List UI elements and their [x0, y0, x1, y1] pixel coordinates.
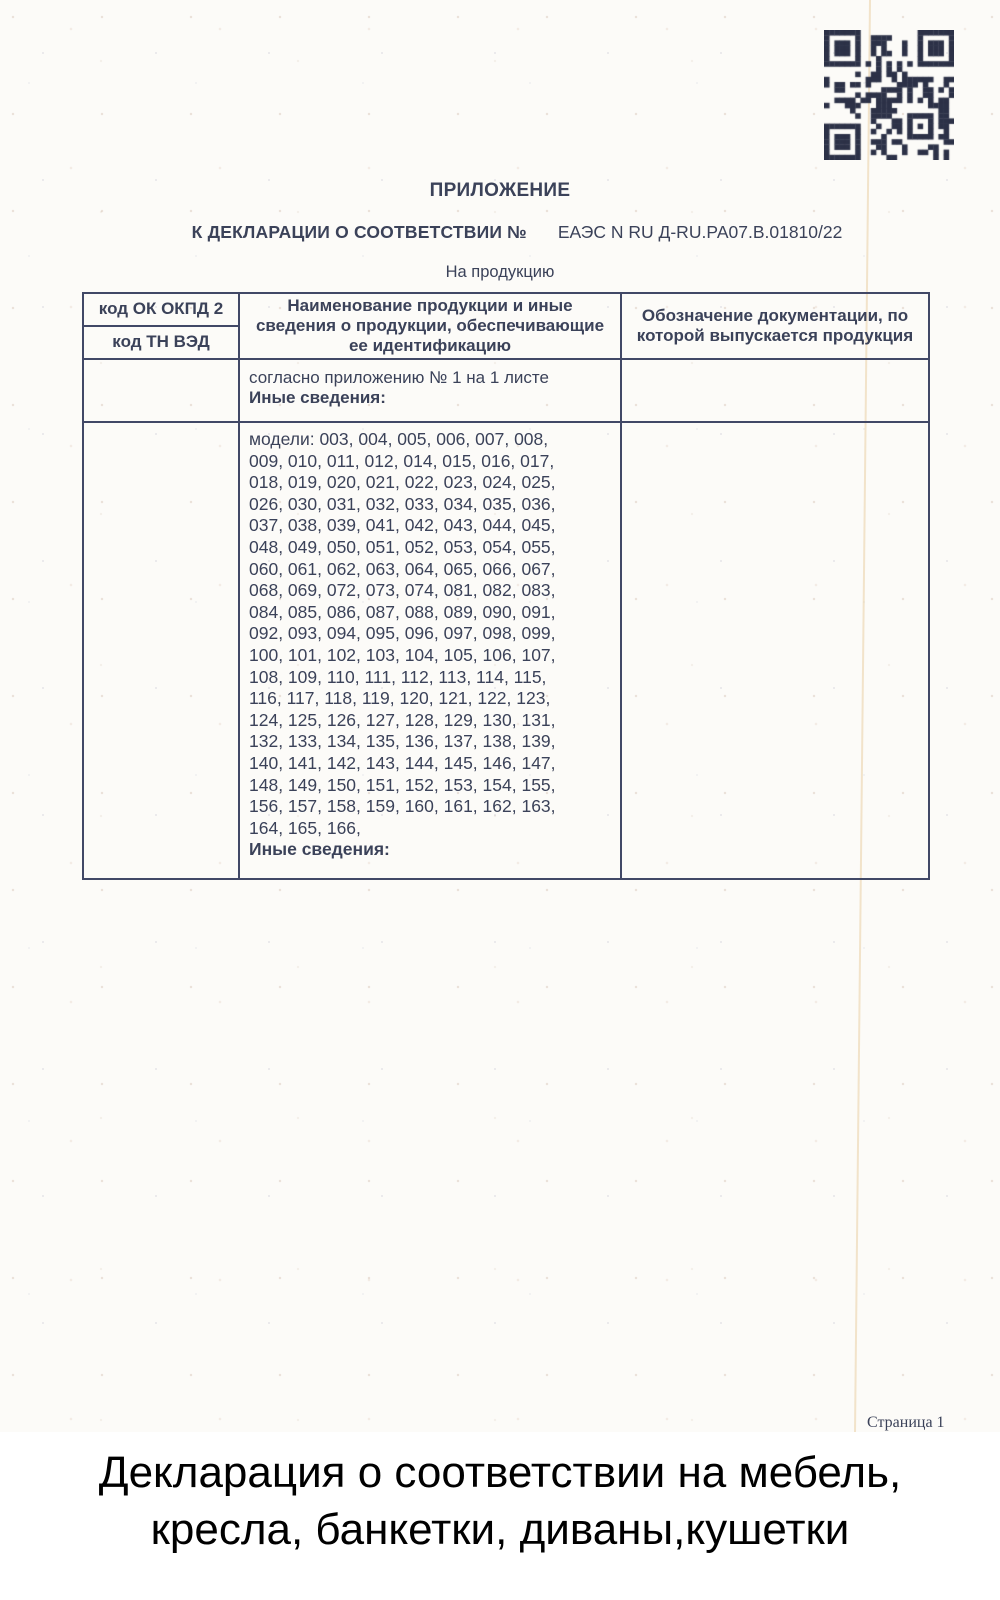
model-line: 092, 093, 094, 095, 096, 097, 098, 099, [249, 623, 556, 644]
caption-line-1: Декларация о соответствии на мебель, [98, 1448, 902, 1497]
declaration-number: ЕАЭС N RU Д-RU.РА07.В.01810/22 [557, 222, 843, 242]
model-line: 164, 165, 166, [249, 817, 361, 838]
declaration-label: К ДЕКЛАРАЦИИ О СООТВЕТСТВИИ № [191, 222, 527, 242]
model-line: 140, 141, 142, 143, 144, 145, 146, 147, [249, 752, 556, 773]
model-line: 084, 085, 086, 087, 088, 089, 090, 091, [249, 601, 556, 622]
model-line: 156, 157, 158, 159, 160, 161, 162, 163, [249, 796, 556, 817]
attachment-note-text: согласно приложению № 1 на 1 листе [249, 368, 549, 387]
model-line: 018, 019, 020, 021, 022, 023, 024, 025, [249, 472, 556, 493]
model-line: 124, 125, 126, 127, 128, 129, 130, 131, [249, 709, 556, 730]
table-cell-attachment-note [240, 360, 622, 423]
model-line: 132, 133, 134, 135, 136, 137, 138, 139, [249, 731, 556, 752]
table-cell-code-empty-2 [84, 423, 240, 878]
other-info-label: Иные сведения: [249, 387, 386, 407]
model-line: 060, 061, 062, 063, 064, 065, 066, 067, [249, 558, 556, 579]
image-caption [0, 1444, 1000, 1558]
table-header-tnved: код ТН ВЭД [84, 327, 240, 360]
document-title: ПРИЛОЖЕНИЕ [429, 180, 571, 201]
model-line: 009, 010, 011, 012, 014, 015, 016, 017, [249, 450, 555, 471]
model-line: 148, 149, 150, 151, 152, 153, 154, 155, [249, 774, 556, 795]
table-header-documentation: Обозначение документации, по которой выпускается продукция [622, 294, 928, 360]
products-table [82, 292, 930, 880]
table-cell-models [240, 423, 622, 878]
caption-line-2: кресла, банкетки, диваны,кушетки [150, 1505, 850, 1554]
model-line: 108, 109, 110, 111, 112, 113, 114, 115, [249, 666, 547, 687]
model-line: модели: 003, 004, 005, 006, 007, 008, [249, 429, 549, 449]
page-number: Страница 1 [867, 1414, 945, 1431]
table-header-product-name: Наименование продукции и иные сведения о продукции, обеспечивающие ее идентификацию [240, 294, 622, 360]
table-cell-doc-empty-2 [622, 423, 928, 878]
table-cell-doc-empty-1 [622, 360, 928, 423]
model-line: 116, 117, 118, 119, 120, 121, 122, 123, [249, 688, 551, 709]
model-line: 048, 049, 050, 051, 052, 053, 054, 055, [249, 536, 556, 557]
model-line: 100, 101, 102, 103, 104, 105, 106, 107, [249, 644, 556, 665]
table-header-okpd: код ОК ОКПД 2 [84, 294, 240, 327]
other-info-label: Иные сведения: [249, 839, 390, 860]
model-line: 037, 038, 039, 041, 042, 043, 044, 045, [249, 515, 556, 536]
qr-code-icon [824, 30, 954, 160]
model-line: 068, 069, 072, 073, 074, 081, 082, 083, [249, 580, 556, 601]
table-cell-code-empty-1 [84, 360, 240, 423]
declaration-line [34, 222, 1000, 243]
product-line: На продукцию [445, 263, 555, 281]
model-line: 026, 030, 031, 032, 033, 034, 035, 036, [249, 493, 556, 514]
